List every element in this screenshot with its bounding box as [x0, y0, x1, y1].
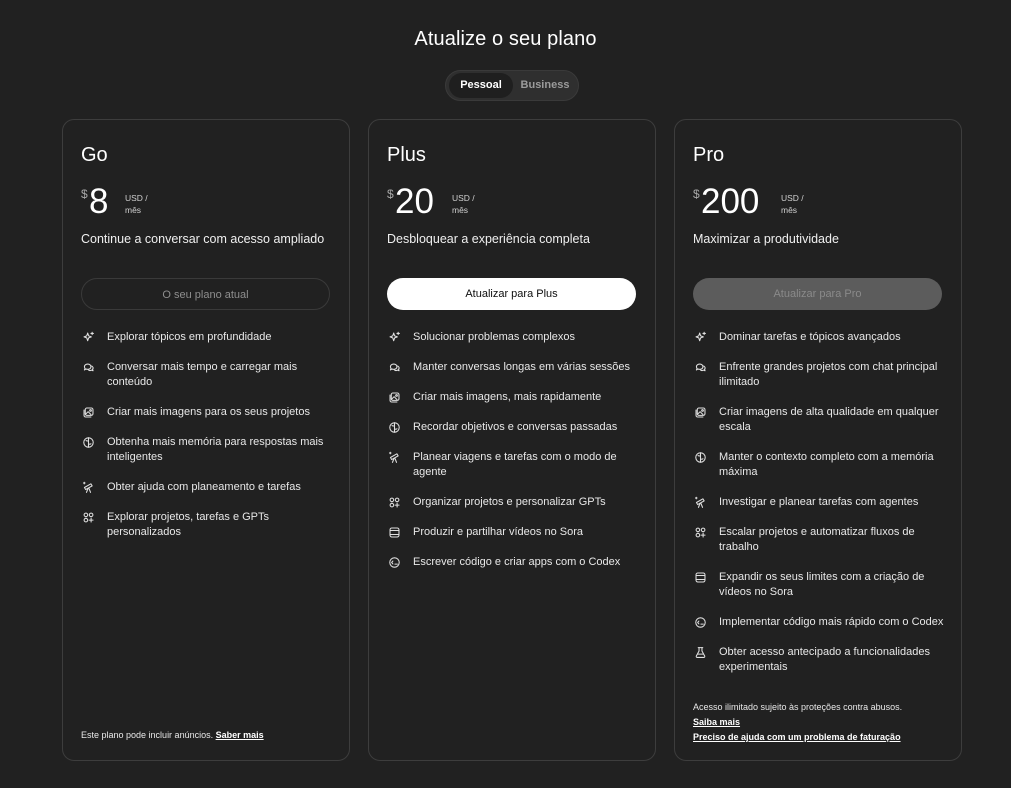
feature-item — [387, 390, 639, 405]
feature-text: Obter acesso antecipado a funcionalidades experimentais — [719, 646, 930, 673]
flask-icon — [693, 645, 707, 659]
plan-tagline: Continue a conversar com acesso ampliado — [81, 232, 325, 246]
plan-card-pro — [674, 119, 962, 761]
feature-list — [387, 330, 639, 585]
feature-item — [81, 510, 333, 540]
feature-item — [387, 360, 639, 375]
images-icon — [387, 390, 401, 404]
feature-item — [81, 435, 333, 465]
current-plan-button[interactable]: O seu plano atual — [81, 278, 330, 310]
feature-item — [387, 495, 639, 510]
images-icon — [693, 405, 707, 419]
plan-footer — [81, 728, 264, 743]
feature-item — [693, 330, 945, 345]
price-unit-period: mês — [125, 205, 142, 215]
price-unit-period: mês — [452, 205, 469, 215]
feature-text: Planear viagens e tarefas com o modo de agente — [413, 451, 617, 478]
learn-more-link[interactable]: Saber mais — [215, 730, 264, 740]
abuse-notice: Acesso ilimitado sujeito às proteções contra abusos. — [693, 702, 903, 712]
telescope-icon — [387, 450, 401, 464]
currency-symbol: $ — [693, 187, 700, 201]
price-unit-period: mês — [781, 205, 798, 215]
price-unit — [781, 192, 821, 216]
feature-text: Manter conversas longas em várias sessões — [413, 361, 631, 373]
feature-item — [693, 360, 945, 390]
feature-item — [81, 330, 333, 345]
feature-text: Criar mais imagens para os seus projetos — [107, 406, 310, 418]
feature-text: Criar imagens de alta qualidade em qualquer escala — [719, 406, 939, 433]
feature-list — [693, 330, 945, 690]
feature-item — [81, 480, 333, 495]
page-title: Atualize o seu plano — [414, 28, 597, 50]
price-unit-currency: USD / — [452, 193, 475, 203]
sparkle-icon — [387, 330, 401, 344]
feature-item — [693, 615, 945, 630]
feature-text: Dominar tarefas e tópicos avançados — [719, 331, 901, 343]
feature-text: Manter o contexto completo com a memória máxima — [719, 451, 934, 478]
chat-bubbles-icon — [693, 360, 707, 374]
feature-text: Escrever código e criar apps com o Codex — [413, 556, 621, 568]
feature-text: Conversar mais tempo e carregar mais conteúdo — [107, 361, 298, 388]
feature-item — [693, 495, 945, 510]
feature-text: Recordar objetivos e conversas passadas — [413, 421, 618, 433]
telescope-icon — [693, 495, 707, 509]
feature-text: Organizar projetos e personalizar GPTs — [413, 496, 606, 508]
feature-item — [693, 450, 945, 480]
feature-text: Enfrente grandes projetos com chat principal ilimitado — [719, 361, 938, 388]
plan-price: 8 — [89, 182, 109, 221]
telescope-icon — [81, 480, 95, 494]
feature-text: Produzir e partilhar vídeos no Sora — [413, 526, 583, 538]
learn-more-link[interactable]: Saiba mais — [693, 717, 741, 727]
brain-icon — [81, 435, 95, 449]
plan-card-plus — [368, 119, 656, 761]
plan-price: 200 — [701, 182, 760, 221]
code-icon — [387, 555, 401, 569]
apps-icon — [387, 495, 401, 509]
brain-icon — [387, 420, 401, 434]
apps-icon — [693, 525, 707, 539]
feature-text: Explorar projetos, tarefas e GPTs personalizados — [107, 511, 270, 538]
feature-item — [387, 555, 639, 570]
price-unit — [125, 192, 165, 216]
feature-text: Solucionar problemas complexos — [413, 331, 576, 343]
plan-name: Pro — [693, 144, 725, 166]
sparkle-icon — [81, 330, 95, 344]
toggle-business[interactable]: Business — [520, 79, 570, 91]
feature-item — [387, 330, 639, 345]
feature-list — [81, 330, 333, 555]
upgrade-pro-button[interactable]: Atualizar para Pro — [693, 278, 942, 310]
plan-tagline: Maximizar a produtividade — [693, 232, 839, 246]
feature-text: Explorar tópicos em profundidade — [107, 331, 272, 343]
plan-price: 20 — [395, 182, 434, 221]
code-icon — [693, 615, 707, 629]
sparkle-icon — [693, 330, 707, 344]
brain-icon — [693, 450, 707, 464]
plan-footer — [693, 700, 902, 745]
feature-text: Obtenha mais memória para respostas mais inteligentes — [107, 436, 324, 463]
price-unit-currency: USD / — [125, 193, 148, 203]
chat-bubbles-icon — [387, 360, 401, 374]
feature-text: Criar mais imagens, mais rapidamente — [413, 391, 602, 403]
upgrade-plus-button[interactable]: Atualizar para Plus — [387, 278, 636, 310]
feature-item — [693, 570, 945, 600]
plan-card-go — [62, 119, 350, 761]
plan-name: Plus — [387, 144, 426, 166]
feature-text: Implementar código mais rápido com o Codex — [719, 616, 944, 628]
video-icon — [693, 570, 707, 584]
feature-text: Escalar projetos e automatizar fluxos de trabalho — [719, 526, 915, 553]
feature-item — [387, 450, 639, 480]
billing-help-link[interactable]: Preciso de ajuda com um problema de faturação — [693, 732, 901, 742]
currency-symbol: $ — [81, 187, 88, 201]
images-icon — [81, 405, 95, 419]
plan-name: Go — [81, 144, 108, 166]
plan-tagline: Desbloquear a experiência completa — [387, 232, 590, 246]
feature-item — [387, 420, 639, 435]
plan-type-toggle — [445, 70, 579, 101]
video-icon — [387, 525, 401, 539]
feature-text: Obter ajuda com planeamento e tarefas — [107, 481, 301, 493]
feature-item — [693, 645, 945, 675]
feature-text: Expandir os seus limites com a criação de vídeos no Sora — [719, 571, 925, 598]
feature-item — [387, 525, 639, 540]
chat-bubbles-icon — [81, 360, 95, 374]
apps-icon — [81, 510, 95, 524]
feature-text: Investigar e planear tarefas com agentes — [719, 496, 919, 508]
feature-item — [81, 360, 333, 390]
feature-item — [81, 405, 333, 420]
currency-symbol: $ — [387, 187, 394, 201]
ads-notice: Este plano pode incluir anúncios. — [81, 730, 214, 740]
feature-item — [693, 405, 945, 435]
price-unit-currency: USD / — [781, 193, 804, 203]
price-unit — [452, 192, 492, 216]
feature-item — [693, 525, 945, 555]
toggle-personal[interactable]: Pessoal — [449, 73, 513, 98]
